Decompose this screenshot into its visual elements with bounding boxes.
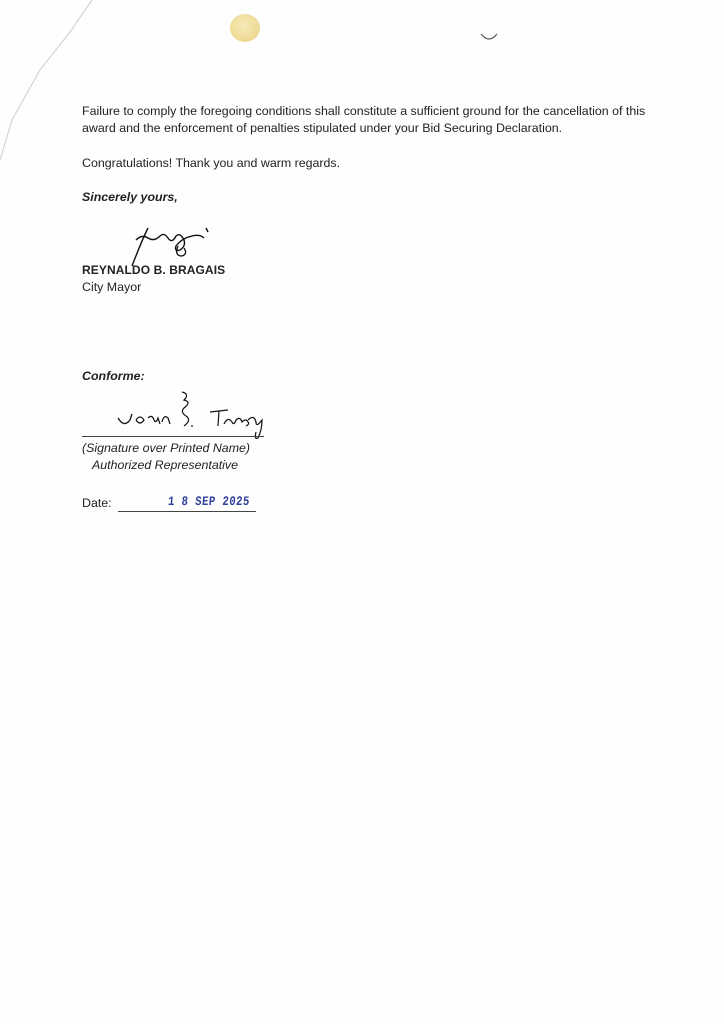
date-label: Date: — [82, 496, 112, 510]
signature-line — [82, 436, 264, 437]
signature-caption: (Signature over Printed Name) — [82, 441, 251, 455]
paragraph-conditions: Failure to comply the foregoing conditions shall constitute a sufficient ground for the cancellation of this award and the enforcement of penalties stipulated under your Bid Securing Declaration. — [82, 104, 646, 135]
closing-salutation: Sincerely yours, — [82, 190, 178, 204]
representative-signature-icon — [110, 384, 270, 442]
representative-caption: Authorized Representative — [92, 458, 239, 472]
conforme-label: Conforme: — [82, 369, 145, 383]
date-stamp: 1 8 SEP 2025 — [167, 494, 251, 509]
punch-hole-icon — [230, 14, 260, 42]
date-line — [118, 511, 256, 512]
signatory-name: REYNALDO B. BRAGAIS — [82, 263, 226, 277]
paragraph-congratulations: Congratulations! Thank you and warm regards. — [82, 156, 341, 170]
signatory-title: City Mayor — [82, 280, 142, 294]
punch-mark-icon — [478, 22, 500, 44]
